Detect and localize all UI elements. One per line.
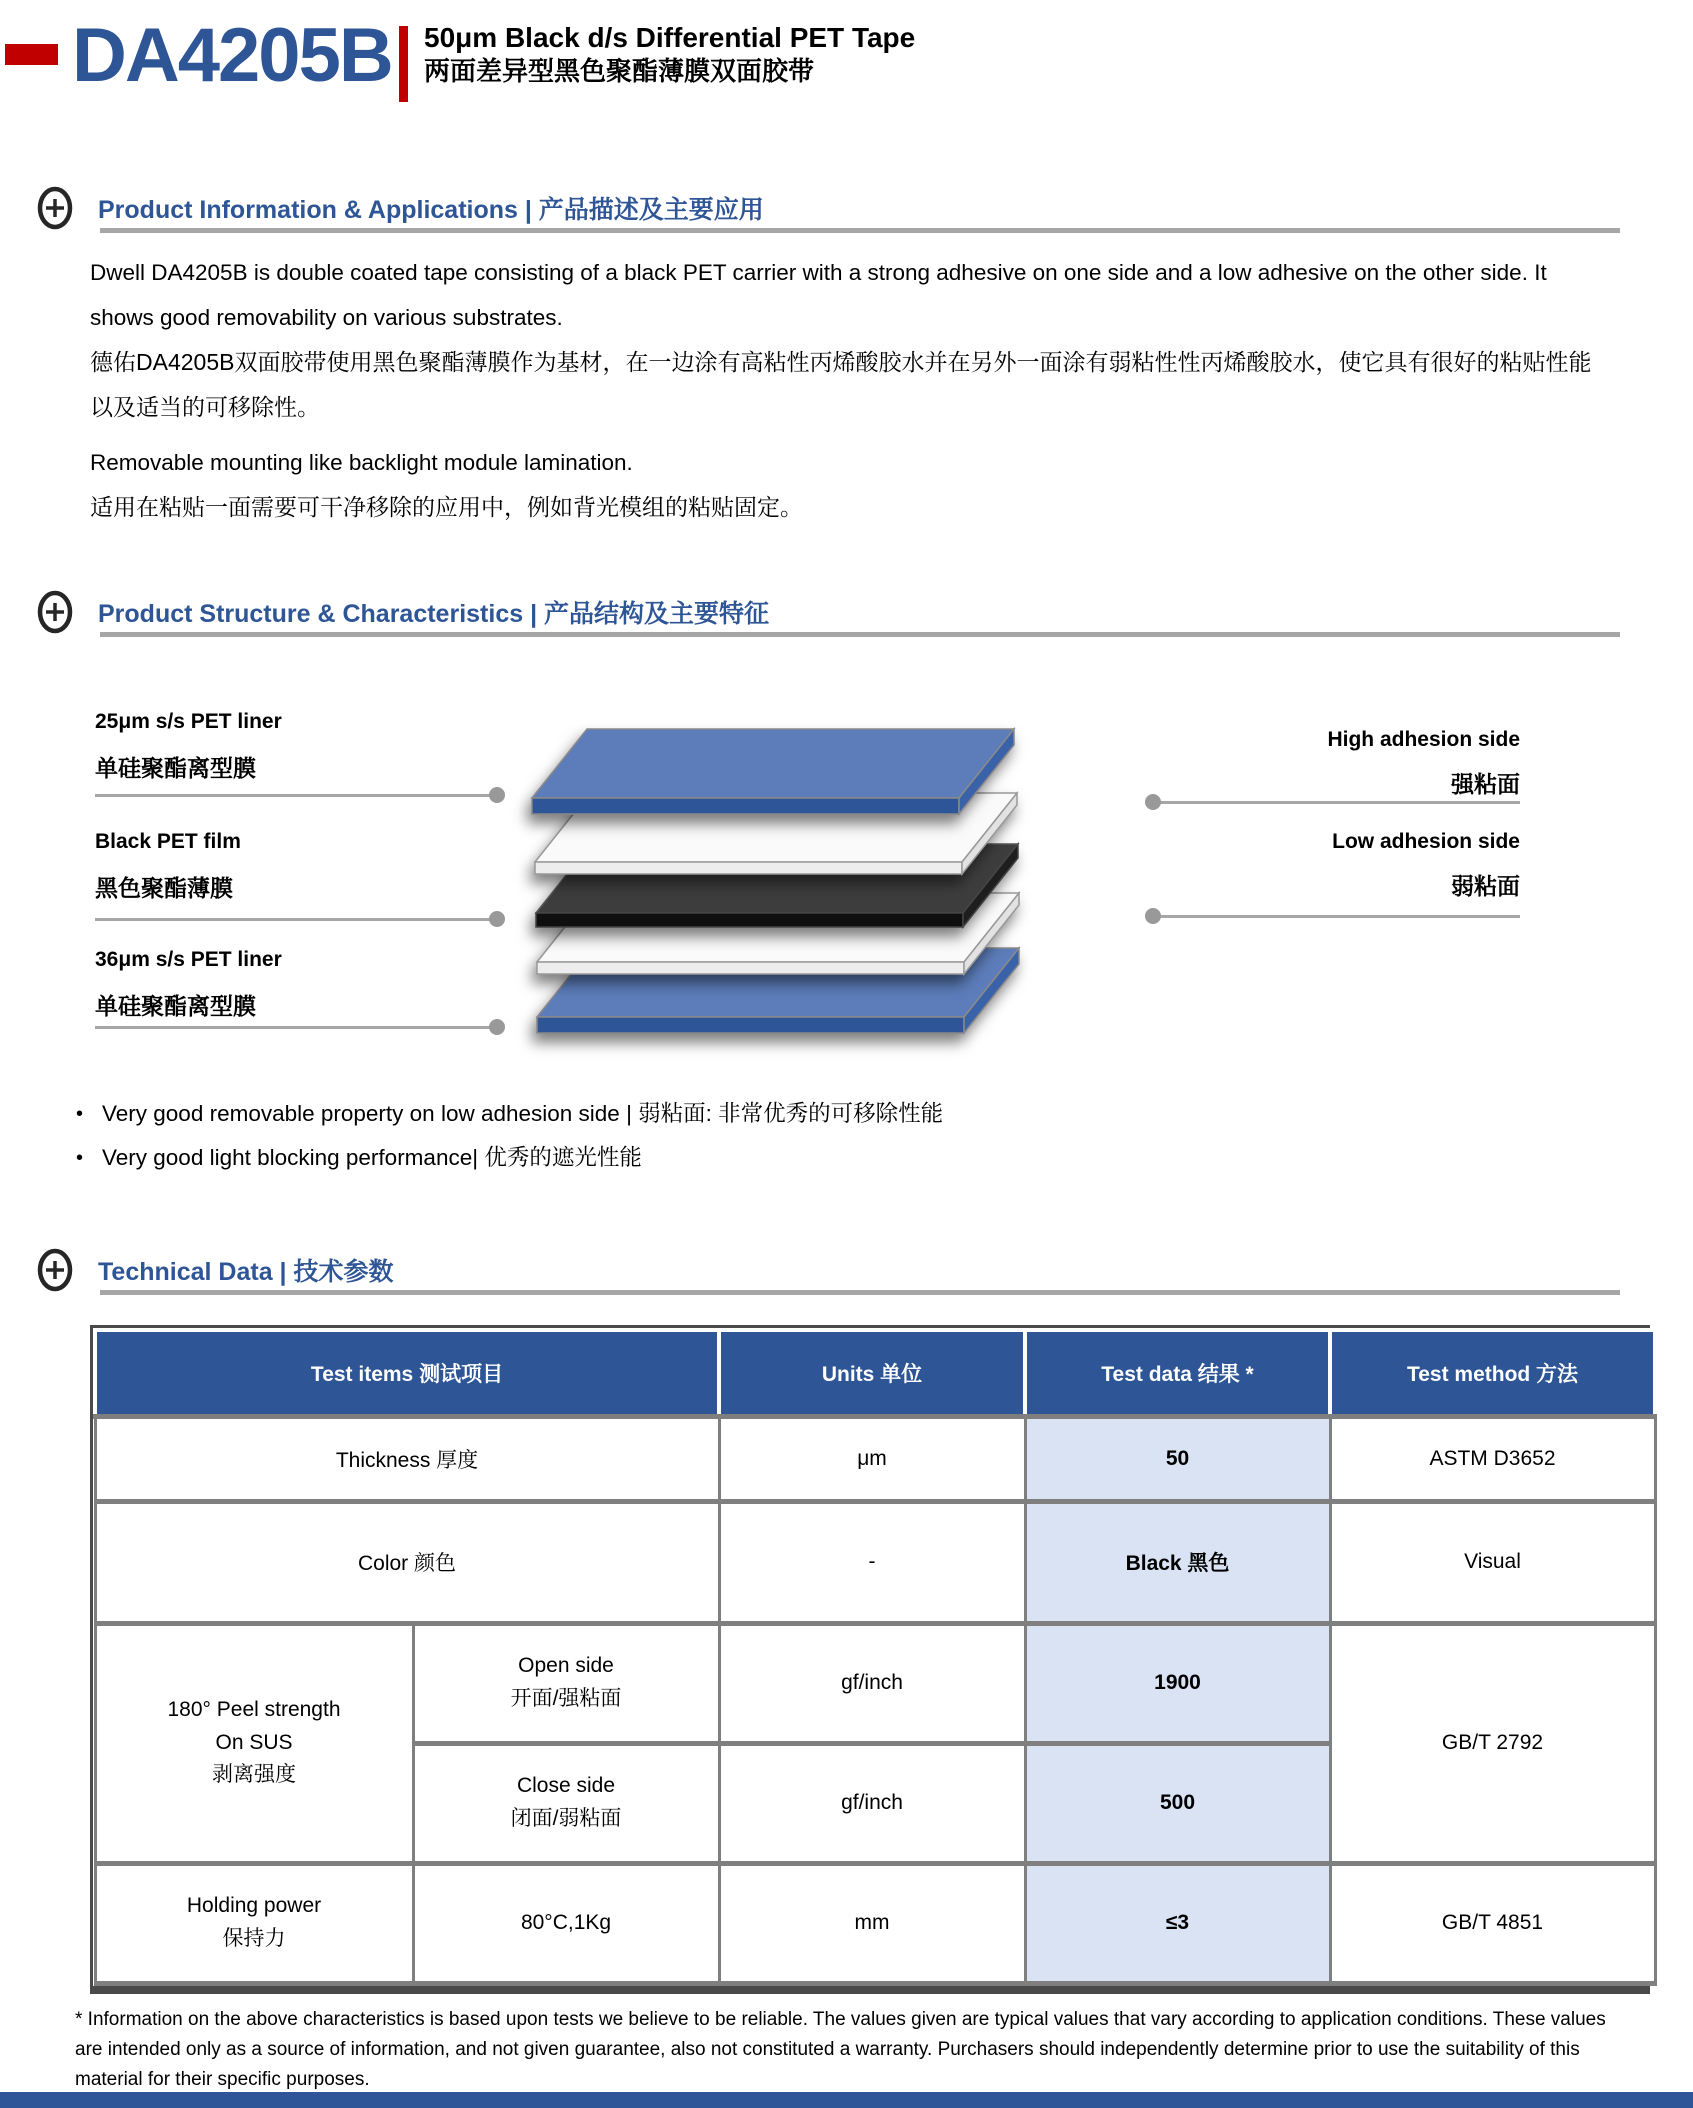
leader-line [1150, 801, 1520, 804]
section-rule [100, 228, 1620, 233]
layer-label-right-2-en: Low adhesion side [1332, 830, 1520, 853]
layer-label-left-2-zh: 黑色聚酯薄膜 [95, 875, 233, 901]
plus-circle-icon [36, 1248, 74, 1297]
table-row-peel-open [95, 1623, 1655, 1743]
cell-peel-close-side [413, 1743, 719, 1863]
layer-top-blue-liner [532, 729, 1014, 814]
plus-circle-icon [36, 590, 74, 639]
cell-thickness-method: ASTM D3652 [1330, 1416, 1655, 1501]
application-paragraph-en: Removable mounting like backlight module lamination. [90, 450, 633, 475]
peel-item-line: 180° Peel strength [167, 1698, 341, 1722]
peel-close-line: 闭面/弱粘面 [510, 1807, 622, 1830]
cell-peel-close-unit: gf/inch [719, 1743, 1025, 1863]
table-row-holding-power [95, 1863, 1655, 1983]
cell-thickness-value: 50 [1025, 1416, 1330, 1501]
product-code: DA4205B [72, 13, 392, 98]
product-description [90, 250, 1595, 530]
leader-line [95, 1026, 500, 1029]
section-heading-technical: Technical Data | 技术参数 [98, 1258, 394, 1286]
cell-peel-method: GB/T 2792 [1330, 1623, 1655, 1863]
peel-open-line: 开面/强粘面 [510, 1687, 622, 1710]
application-paragraph-zh: 适用在粘贴一面需要可干净移除的应用中，例如背光模组的粘贴固定。 [90, 494, 803, 520]
leader-dot [489, 911, 505, 927]
col-header-test-method: Test method 方法 [1330, 1330, 1655, 1416]
peel-close-line: Close side [516, 1774, 616, 1798]
cell-color-unit: - [719, 1501, 1025, 1623]
product-title-block [424, 22, 915, 87]
cell-peel-open-unit: gf/inch [719, 1623, 1025, 1743]
layer-label-left-3-zh: 单硅聚酯离型膜 [95, 993, 256, 1019]
feature-bullet: • Very good light blocking performance| 优秀的遮光性能 [72, 1136, 1572, 1180]
section-heading-info: Product Information & Applications | 产品描述及主要应用 [98, 196, 764, 224]
layer-label-right-1-zh: 强粘面 [1451, 771, 1520, 797]
cell-holding-item [95, 1863, 413, 1983]
cell-holding-value: ≤3 [1025, 1863, 1330, 1983]
plus-circle-icon [36, 186, 74, 235]
leader-line [95, 918, 500, 921]
cell-holding-condition: 80°C,1Kg [413, 1863, 719, 1983]
leader-dot [489, 787, 505, 803]
section-rule [100, 1290, 1620, 1295]
layer-label-right-1-en: High adhesion side [1327, 728, 1520, 751]
peel-open-line: Open side [518, 1654, 614, 1678]
layer-label-left-1-zh: 单硅聚酯离型膜 [95, 755, 256, 781]
description-paragraph-en: Dwell DA4205B is double coated tape consisting of a black PET carrier with a strong adhesive on one side and a low adhesive on the other side. It shows good removability on various substrates. [90, 260, 1547, 330]
cell-holding-unit: mm [719, 1863, 1025, 1983]
disclaimer-footnote: * Information on the above characteristics is based upon tests we believe to be reliable. The values given are typical values that vary according to application conditions. These values are intended only as a source of information, and not given guarantee, also not constituted a warranty. Purchasers should independently determine prior to use the suitability of this material for their specific purposes. [75, 2009, 1606, 2090]
product-title-zh: 两面差异型黑色聚酯薄膜双面胶带 [424, 56, 815, 87]
footer-accent-bar [0, 2092, 1693, 2108]
holding-item-line: 保持力 [222, 1927, 286, 1950]
holding-item-line: Holding power [186, 1894, 322, 1918]
section-rule [100, 632, 1620, 637]
table-row-color [95, 1501, 1655, 1623]
cell-peel-open-side [413, 1623, 719, 1743]
section-heading-structure: Product Structure & Characteristics | 产品结构及主要特征 [98, 600, 770, 628]
cell-peel-close-value: 500 [1025, 1743, 1330, 1863]
col-header-units: Units 单位 [719, 1330, 1025, 1416]
peel-item-line: 剥离强度 [212, 1763, 296, 1787]
leader-dot [1145, 908, 1161, 924]
cell-thickness-unit: μm [719, 1416, 1025, 1501]
leader-dot [489, 1019, 505, 1035]
leader-line [1150, 915, 1520, 918]
layer-stack-diagram [470, 650, 1170, 1070]
feature-bullets [72, 1092, 1572, 1180]
leader-line [95, 794, 500, 797]
layer-label-left-3-en: 36μm s/s PET liner [95, 948, 282, 971]
layer-label-left-1-en: 25μm s/s PET liner [95, 710, 282, 733]
leader-dot [1145, 794, 1161, 810]
cell-color-method: Visual [1330, 1501, 1655, 1623]
title-divider-bar [399, 26, 408, 102]
cell-peel-item [95, 1623, 413, 1863]
col-header-test-data: Test data 结果 * [1025, 1330, 1330, 1416]
cell-color-item: Color 颜色 [95, 1501, 719, 1623]
description-paragraph-zh: 德佑DA4205B双面胶带使用黑色聚酯薄膜作为基材，在一边涂有高粘性丙烯酸胶水并在另外一面涂有弱粘性性丙烯酸胶水，使它具有很好的粘贴性能以及适当的可移除性。 [90, 349, 1592, 420]
col-header-test-items: Test items 测试项目 [95, 1330, 719, 1416]
cell-peel-open-value: 1900 [1025, 1623, 1330, 1743]
peel-item-line: On SUS [215, 1730, 293, 1754]
product-title-en: 50μm Black d/s Differential PET Tape [424, 22, 916, 53]
technical-data-table [90, 1325, 1650, 1994]
layer-label-right-2-zh: 弱粘面 [1451, 873, 1520, 899]
layer-label-left-2-en: Black PET film [95, 830, 241, 853]
cell-thickness-item: Thickness 厚度 [95, 1416, 719, 1501]
cell-color-value: Black 黑色 [1025, 1501, 1330, 1623]
table-row-thickness [95, 1416, 1655, 1501]
feature-bullet: • Very good removable property on low adhesion side | 弱粘面: 非常优秀的可移除性能 [72, 1092, 1572, 1136]
cell-holding-method: GB/T 4851 [1330, 1863, 1655, 1983]
brand-red-dash [5, 44, 58, 65]
